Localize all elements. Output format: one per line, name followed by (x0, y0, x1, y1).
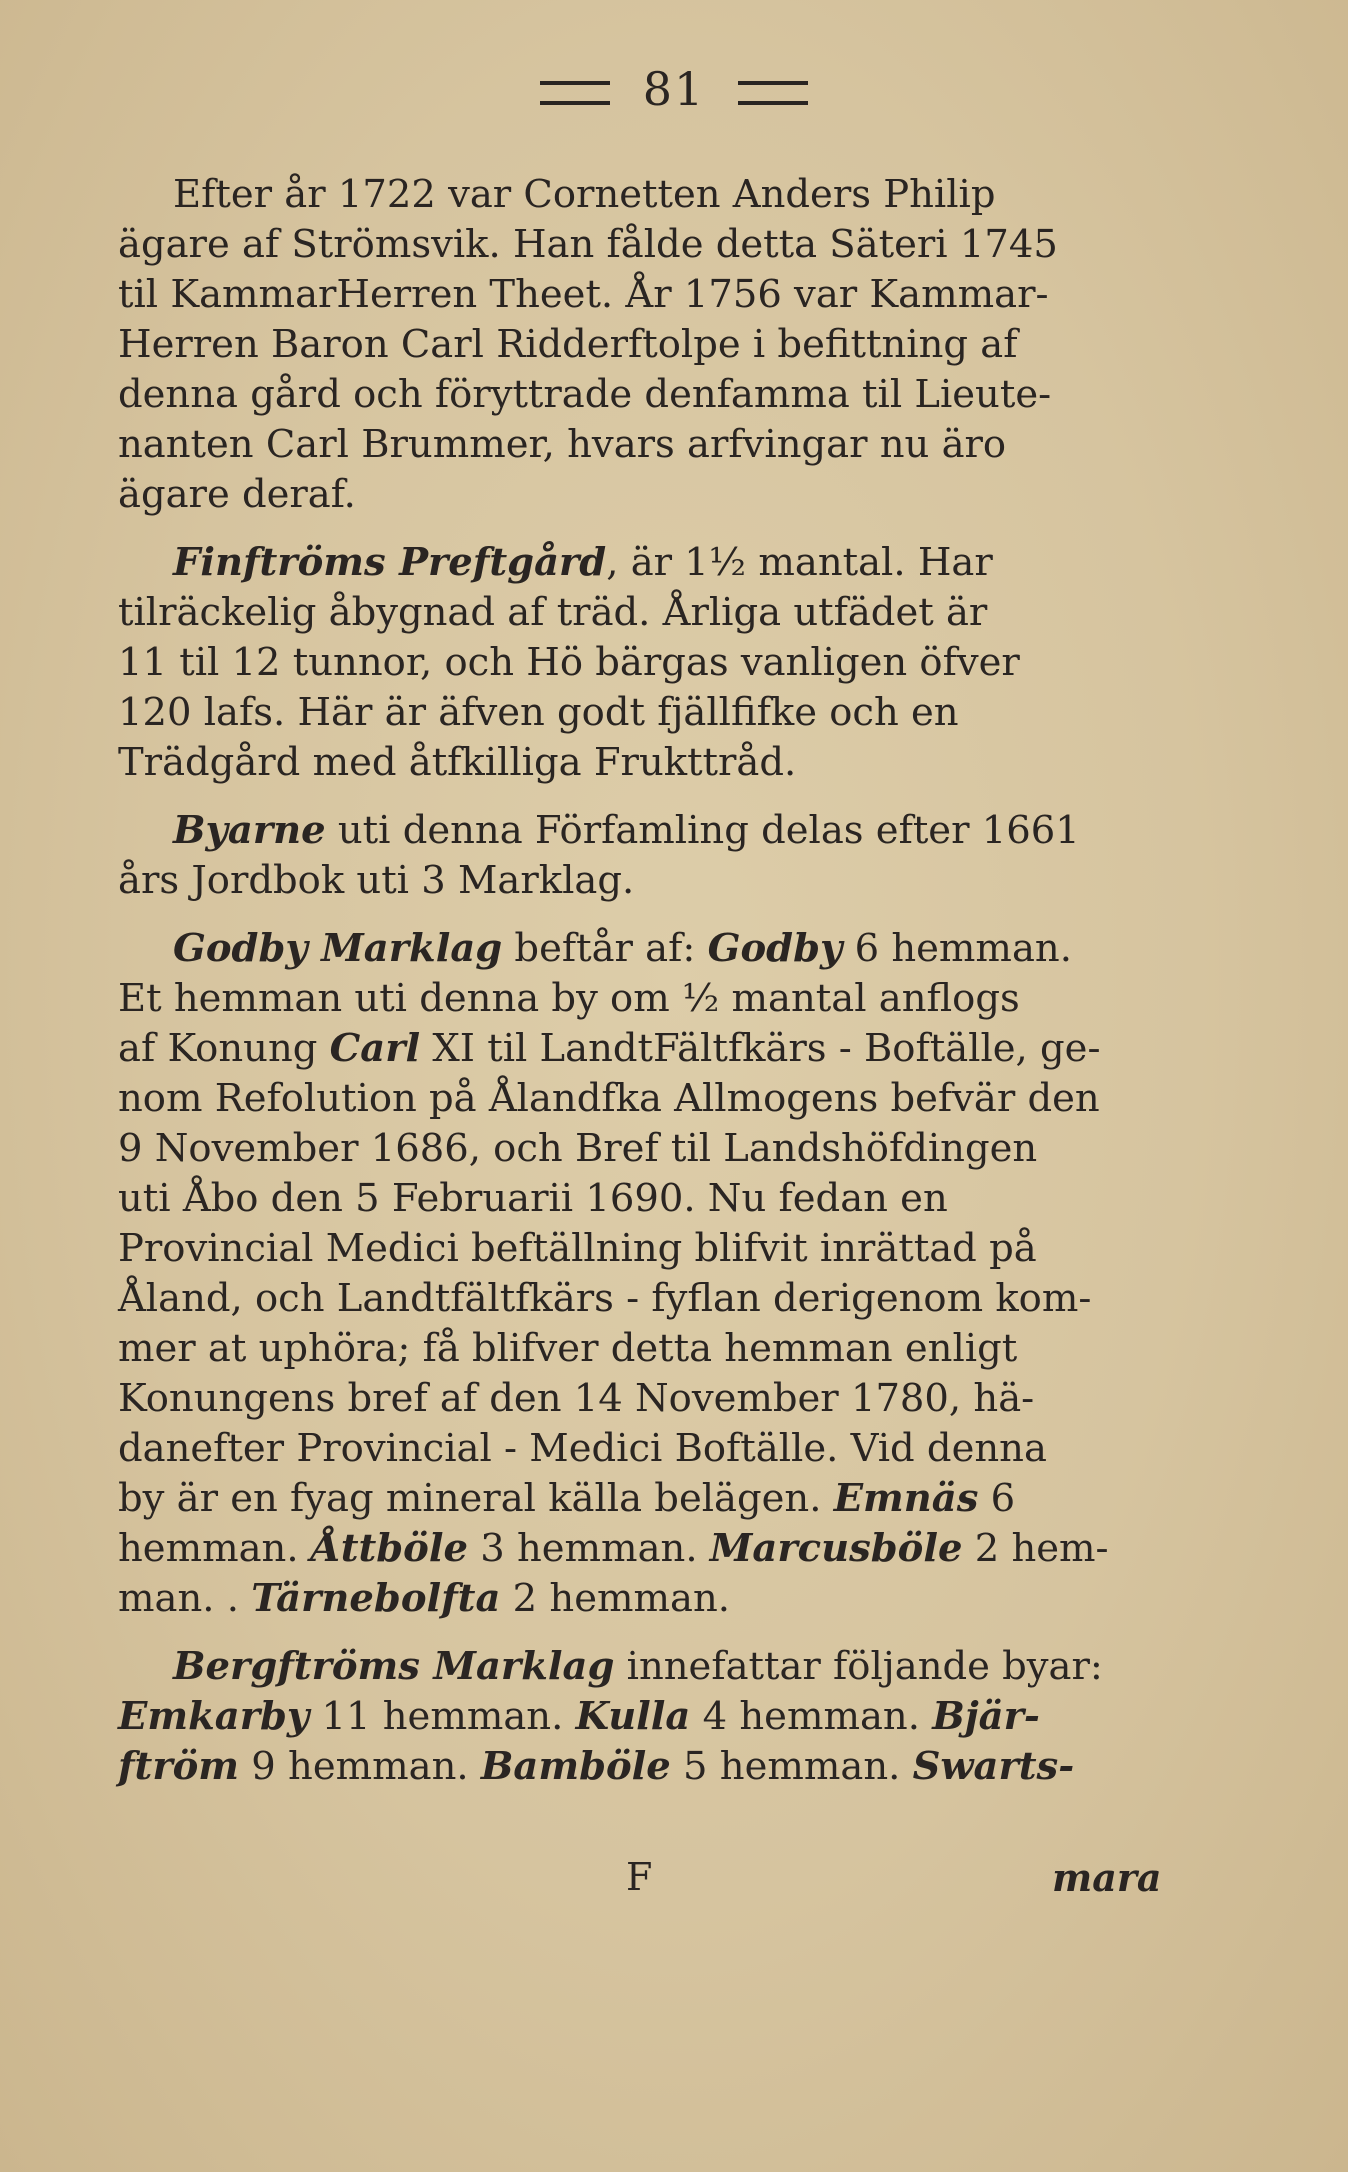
italic-term: Godby Marklag (173, 926, 503, 971)
text-line (118, 806, 1168, 856)
text-line (118, 856, 1168, 906)
text-segment: Konungens bref af den 14 November 1780, hä- (118, 1376, 1035, 1421)
text-segment: tilräckelig åbygnad af träd. Årliga utfädet är (118, 590, 988, 635)
italic-term: Emkarby (118, 1694, 310, 1739)
italic-term: Bjär- (932, 1694, 1040, 1739)
italic-term: Bergftröms Marklag (173, 1644, 615, 1689)
text-segment: 9 November 1686, och Bref til Landshöfdingen (118, 1126, 1038, 1171)
text-line (118, 1574, 1168, 1624)
text-line (118, 738, 1168, 788)
text-segment: til KammarHerren Theet. År 1756 var Kammar- (118, 272, 1049, 317)
text-segment: , är 1½ mantal. Har (606, 540, 993, 585)
text-segment: 11 til 12 tunnor, och Hö bärgas vanligen öfver (118, 640, 1020, 685)
text-line (118, 924, 1168, 974)
text-segment: ägare deraf. (118, 472, 356, 517)
text-line (118, 588, 1168, 638)
text-segment: 5 hemman. (670, 1744, 913, 1789)
paragraph-prestgard (118, 538, 1168, 788)
paragraph-bergstroms-marklag (118, 1642, 1168, 1792)
text-segment: Herren Baron Carl Ridderftolpe i befittning af (118, 322, 1018, 367)
body-text (118, 170, 1168, 1792)
italic-term: Bamböle (480, 1744, 671, 1789)
text-line (118, 1124, 1168, 1174)
text-segment: 6 (978, 1476, 1016, 1521)
text-segment: danefter Provincial - Medici Boftälle. Vid denna (118, 1426, 1047, 1471)
text-segment: by är en fyag mineral källa belägen. (118, 1476, 834, 1521)
text-segment: 2 hem- (962, 1526, 1109, 1571)
text-segment: hemman. (118, 1526, 311, 1571)
text-segment: 120 lafs. Här är äfven godt fjällfifke och en (118, 690, 959, 735)
italic-term: Godby (707, 926, 843, 971)
text-segment: års Jordbok uti 3 Marklag. (118, 858, 635, 903)
text-segment: Efter år 1722 var Cornetten Anders Philip (173, 172, 996, 217)
page-header (0, 62, 1348, 116)
text-line (118, 1024, 1168, 1074)
text-segment: 4 hemman. (690, 1694, 933, 1739)
paragraph-strömsvik (118, 170, 1168, 520)
text-line (118, 1274, 1168, 1324)
text-segment: Et hemman uti denna by om ⅟₂ mantal anflogs (118, 976, 1020, 1021)
text-line (118, 688, 1168, 738)
italic-term: Emnäs (833, 1476, 979, 1521)
header-ornament-left (540, 81, 610, 105)
text-segment: uti Åbo den 5 Februarii 1690. Nu fedan en (118, 1176, 948, 1221)
italic-term: Kulla (575, 1694, 691, 1739)
text-line (118, 420, 1168, 470)
text-line (118, 1474, 1168, 1524)
text-line (118, 220, 1168, 270)
text-segment: 6 hemman. (842, 926, 1072, 971)
text-segment: beftår af: (502, 926, 708, 971)
header-ornament-right (738, 81, 808, 105)
page-number: 81 (642, 62, 706, 116)
text-segment: Trädgård med åtfkilliga Frukttråd. (118, 740, 797, 785)
italic-term: ftröm (118, 1744, 240, 1789)
text-line (118, 1324, 1168, 1374)
text-line (118, 1692, 1168, 1742)
text-line (118, 1742, 1168, 1792)
text-line (118, 1424, 1168, 1474)
text-line (118, 1174, 1168, 1224)
text-segment: XI til LandtFältfkärs - Boftälle, ge- (420, 1026, 1101, 1071)
text-line (118, 1374, 1168, 1424)
text-line (118, 538, 1168, 588)
text-segment: 3 hemman. (468, 1526, 710, 1571)
italic-term: Swarts- (912, 1744, 1075, 1789)
text-line (118, 638, 1168, 688)
text-segment: mer at uphöra; få blifver detta hemman enligt (118, 1326, 1018, 1371)
text-segment: 2 hemman. (500, 1576, 730, 1621)
text-line (118, 320, 1168, 370)
text-segment: Provincial Medici beftällning blifvit inrättad på (118, 1226, 1037, 1271)
text-segment: Åland, och Landtfältfkärs - fyflan derigenom kom- (118, 1276, 1092, 1321)
text-segment: nanten Carl Brummer, hvars arfvingar nu äro (118, 422, 1007, 467)
text-line (118, 370, 1168, 420)
text-segment: man. . (118, 1576, 252, 1621)
text-line (118, 470, 1168, 520)
paragraph-byarne (118, 806, 1168, 906)
text-segment: denna gård och föryttrade denfamma til Lieute- (118, 372, 1052, 417)
italic-term: Carl (329, 1026, 421, 1071)
text-line (118, 1074, 1168, 1124)
text-line (118, 270, 1168, 320)
catchword: mara (1052, 1855, 1162, 1900)
italic-term: Åttböle (310, 1526, 468, 1571)
italic-term: Tärnebolfta (251, 1576, 501, 1621)
text-line (118, 974, 1168, 1024)
text-segment: uti denna Förfamling delas efter 1661 (325, 808, 1080, 853)
text-segment: 11 hemman. (309, 1694, 576, 1739)
text-line (118, 1642, 1168, 1692)
text-segment: innefattar följande byar: (614, 1644, 1103, 1689)
paragraph-godby-marklag (118, 924, 1168, 1624)
text-segment: 9 hemman. (239, 1744, 481, 1789)
text-segment: ägare af Strömsvik. Han fålde detta Säteri 1745 (118, 222, 1058, 267)
italic-term: Marcusböle (709, 1526, 963, 1571)
signature-mark: F (626, 1855, 653, 1899)
text-line (118, 1524, 1168, 1574)
text-line (118, 1224, 1168, 1274)
text-line (118, 170, 1168, 220)
italic-term: Byarne (173, 808, 326, 853)
italic-term: Finftröms Preftgård (173, 540, 607, 585)
text-segment: af Konung (118, 1026, 330, 1071)
text-segment: nom Refolution på Ålandfka Allmogens befvär den (118, 1076, 1100, 1121)
